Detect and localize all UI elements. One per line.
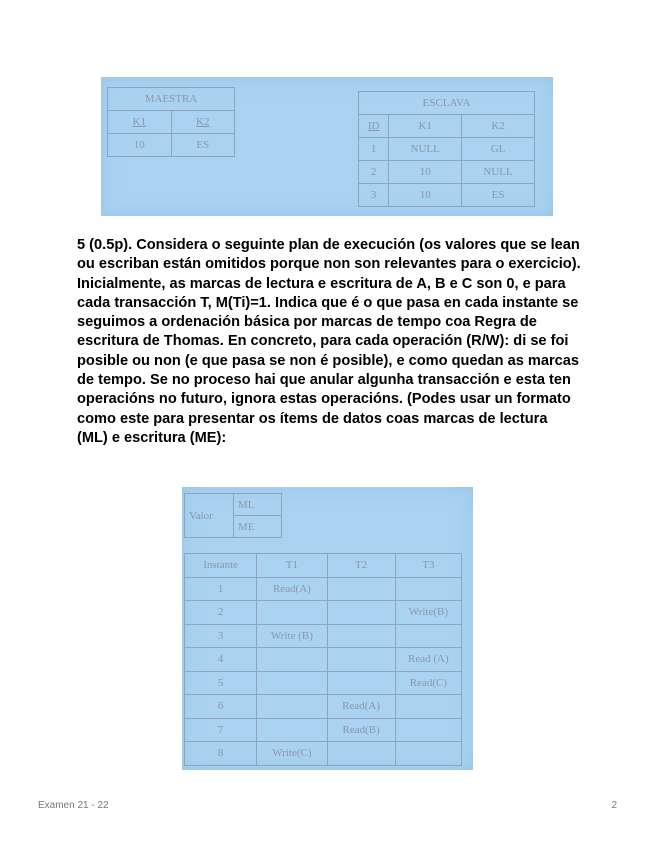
plan-cell <box>395 577 461 601</box>
plan-header: T1 <box>257 554 327 578</box>
esclava-cell: 3 <box>359 184 389 207</box>
plan-cell: Read(C) <box>395 671 461 695</box>
esclava-cell: 1 <box>359 138 389 161</box>
maestra-header: K2 <box>171 111 235 134</box>
plan-cell: Write(C) <box>257 742 327 766</box>
plan-cell <box>327 577 395 601</box>
maestra-title: MAESTRA <box>108 88 235 111</box>
esclava-header: K1 <box>389 115 462 138</box>
plan-row <box>185 577 462 601</box>
maestra-header: K1 <box>108 111 172 134</box>
question-text: 5 (0.5p). Considera o seguinte plan de execución (os valores que se lean ou escriban están omitidos porque non son relevantes para o exercicio). Inicialmente, as marcas de lectura e escritura de A, B e C son 0, e para cada transacción T, M(Ti)=1. Indica que é o que pasa en cada instante se seguimos a ordenación básica por marcas de tempo coa Regra de escritura de Thomas. En concreto, para cada operación (R/W): di se foi posible ou non (e que pasa se non é posible), e como quedan as marcas de tempo. Se no proceso hai que anular algunha transacción e esta ten operacións no futuro, ignora estas operacións. (Podes usar un formato como este para presentar os ítems de datos coas marcas de lectura (ML) e escritura (ME): <box>77 237 581 446</box>
plan-cell <box>327 624 395 648</box>
esclava-cell: ES <box>462 184 535 207</box>
plan-cell <box>395 742 461 766</box>
plan-cell: 8 <box>185 742 257 766</box>
esclava-table <box>358 91 535 207</box>
plan-cell: Write (B) <box>257 624 327 648</box>
plan-cell <box>257 695 327 719</box>
plan-header: T3 <box>395 554 461 578</box>
esclava-title: ESCLAVA <box>359 92 535 115</box>
plan-row <box>185 695 462 719</box>
esclava-cell: 10 <box>389 184 462 207</box>
esclava-cell: GL <box>462 138 535 161</box>
plan-cell: 5 <box>185 671 257 695</box>
maestra-cell: ES <box>171 134 235 157</box>
plan-cell: Read (A) <box>395 648 461 672</box>
esclava-cell: 10 <box>389 161 462 184</box>
plan-cell <box>395 718 461 742</box>
plan-cell: Read(A) <box>327 695 395 719</box>
esclava-header: K2 <box>462 115 535 138</box>
bottom-table-photo <box>182 487 473 770</box>
plan-cell: 7 <box>185 718 257 742</box>
top-table-photo <box>101 77 553 216</box>
plan-cell <box>327 601 395 625</box>
plan-cell: 6 <box>185 695 257 719</box>
esclava-cell: NULL <box>389 138 462 161</box>
plan-row <box>185 742 462 766</box>
plan-cell <box>395 624 461 648</box>
plan-row <box>185 718 462 742</box>
plan-cell <box>327 648 395 672</box>
plan-row <box>185 601 462 625</box>
plan-table <box>184 553 462 766</box>
plan-cell <box>257 648 327 672</box>
plan-cell <box>395 695 461 719</box>
me-label: ME <box>234 516 282 538</box>
footer-exam-label: Examen 21 - 22 <box>38 800 109 811</box>
plan-row <box>185 624 462 648</box>
plan-cell <box>327 742 395 766</box>
plan-cell <box>327 671 395 695</box>
plan-row <box>185 671 462 695</box>
valor-label: Valor <box>185 494 234 538</box>
maestra-table <box>107 87 235 157</box>
esclava-cell: 2 <box>359 161 389 184</box>
page-number: 2 <box>611 800 617 811</box>
esclava-header: ID <box>359 115 389 138</box>
plan-cell <box>257 601 327 625</box>
plan-cell: 3 <box>185 624 257 648</box>
plan-row <box>185 648 462 672</box>
plan-cell: 1 <box>185 577 257 601</box>
esclava-cell: NULL <box>462 161 535 184</box>
plan-cell: Read(B) <box>327 718 395 742</box>
ml-label: ML <box>234 494 282 516</box>
plan-cell: 4 <box>185 648 257 672</box>
valor-table <box>184 493 282 538</box>
plan-cell <box>257 718 327 742</box>
plan-cell: Write(B) <box>395 601 461 625</box>
plan-cell: Read(A) <box>257 577 327 601</box>
plan-cell <box>257 671 327 695</box>
plan-cell: 2 <box>185 601 257 625</box>
plan-header: T2 <box>327 554 395 578</box>
plan-header: Instante <box>185 554 257 578</box>
maestra-cell: 10 <box>108 134 172 157</box>
